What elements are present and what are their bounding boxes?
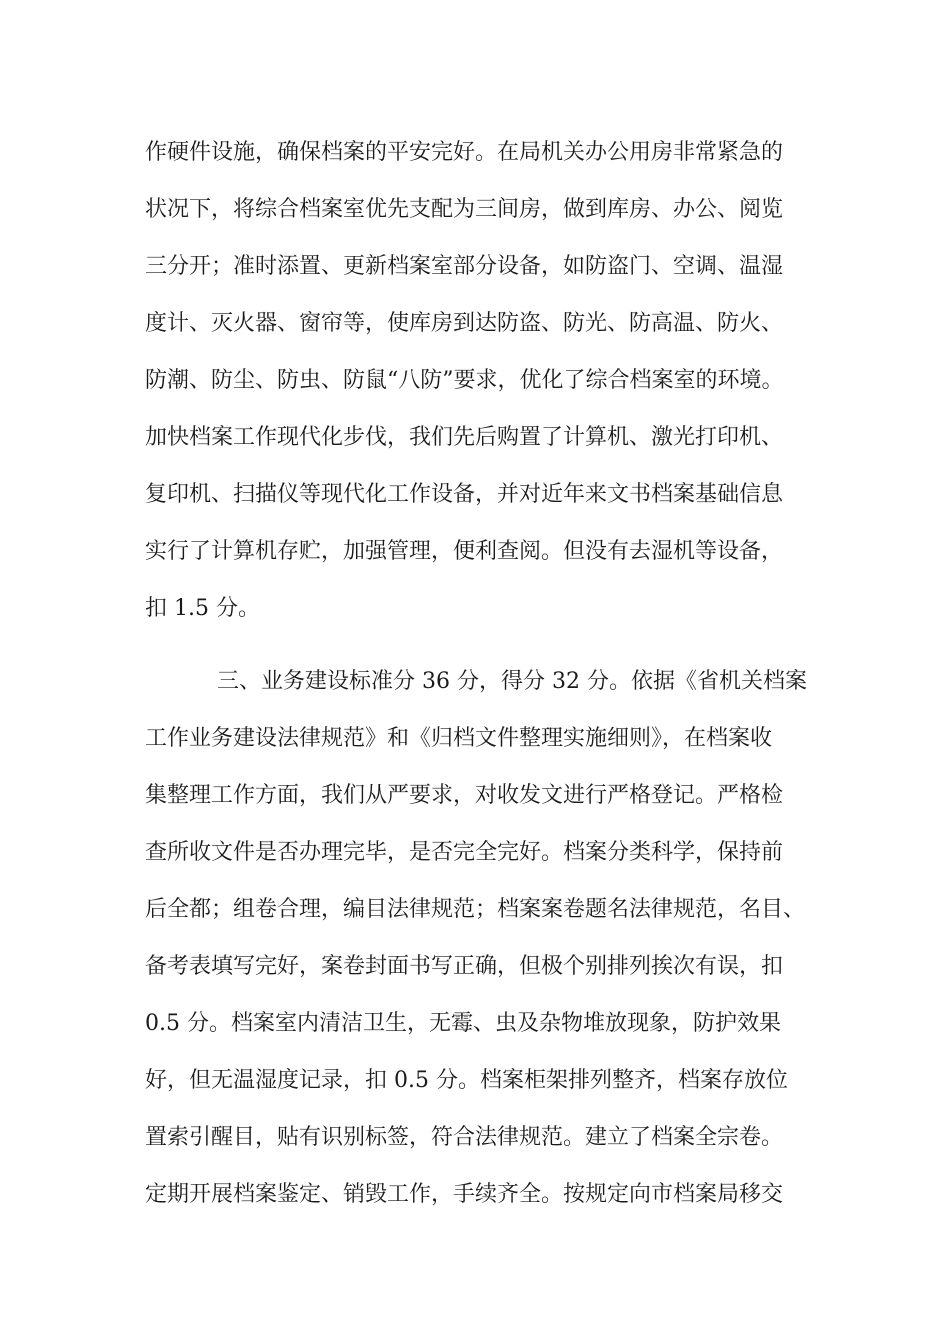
text-line: 定期开展档案鉴定、销毁工作，手续齐全。按规定向市档案局移交 <box>145 1182 784 1207</box>
text-line: 集整理工作方面，我们从严要求，对收发文进行严格登记。严格检 <box>145 783 784 808</box>
text-line: 加快档案工作现代化步伐，我们先后购置了计算机、激光打印机、 <box>145 425 784 450</box>
text-line: 0.5 分。档案室内清洁卫生，无霉、虫及杂物堆放现象，防护效果 <box>145 1011 781 1036</box>
text-line: 防潮、防尘、防虫、防鼠“八防”要求，优化了综合档案室的环境。 <box>145 368 784 393</box>
text-line: 复印机、扫描仪等现代化工作设备，并对近年来文书档案基础信息 <box>145 482 784 507</box>
text-line: 备考表填写完好，案卷封面书写正确，但极个别排列挨次有误，扣 <box>145 954 784 979</box>
text-line: 扣 1.5 分。 <box>145 596 260 621</box>
text-line: 状况下，将综合档案室优先支配为三间房，做到库房、办公、阅览 <box>145 197 784 222</box>
body-text <box>145 132 825 1231</box>
section-heading-line: 三、业务建设标准分 36 分，得分 32 分。依据《省机关档案 <box>217 669 807 694</box>
text-line: 好，但无温湿度记录，扣 0.5 分。档案柜架排列整齐，档案存放位 <box>145 1068 788 1093</box>
text-line: 后全都；组卷合理，编目法律规范；档案案卷题名法律规范，名目、 <box>145 897 806 922</box>
text-line: 置索引醒目，贴有识别标签，符合法律规范。建立了档案全宗卷。 <box>145 1125 784 1150</box>
text-line: 实行了计算机存贮，加强管理，便利查阅。但没有去湿机等设备， <box>145 539 784 564</box>
text-line: 查所收文件是否办理完毕，是否完全完好。档案分类科学，保持前 <box>145 840 784 865</box>
text-line: 度计、灭火器、窗帘等，使库房到达防盗、防光、防高温、防火、 <box>145 311 784 336</box>
text-line: 作硬件设施，确保档案的平安完好。在局机关办公用房非常紧急的 <box>145 140 784 165</box>
text-line: 工作业务建设法律规范》和《归档文件整理实施细则》，在档案收 <box>145 726 773 751</box>
text-line: 三分开；准时添置、更新档案室部分设备，如防盗门、空调、温湿 <box>145 254 784 279</box>
paragraph-gap <box>145 645 825 661</box>
